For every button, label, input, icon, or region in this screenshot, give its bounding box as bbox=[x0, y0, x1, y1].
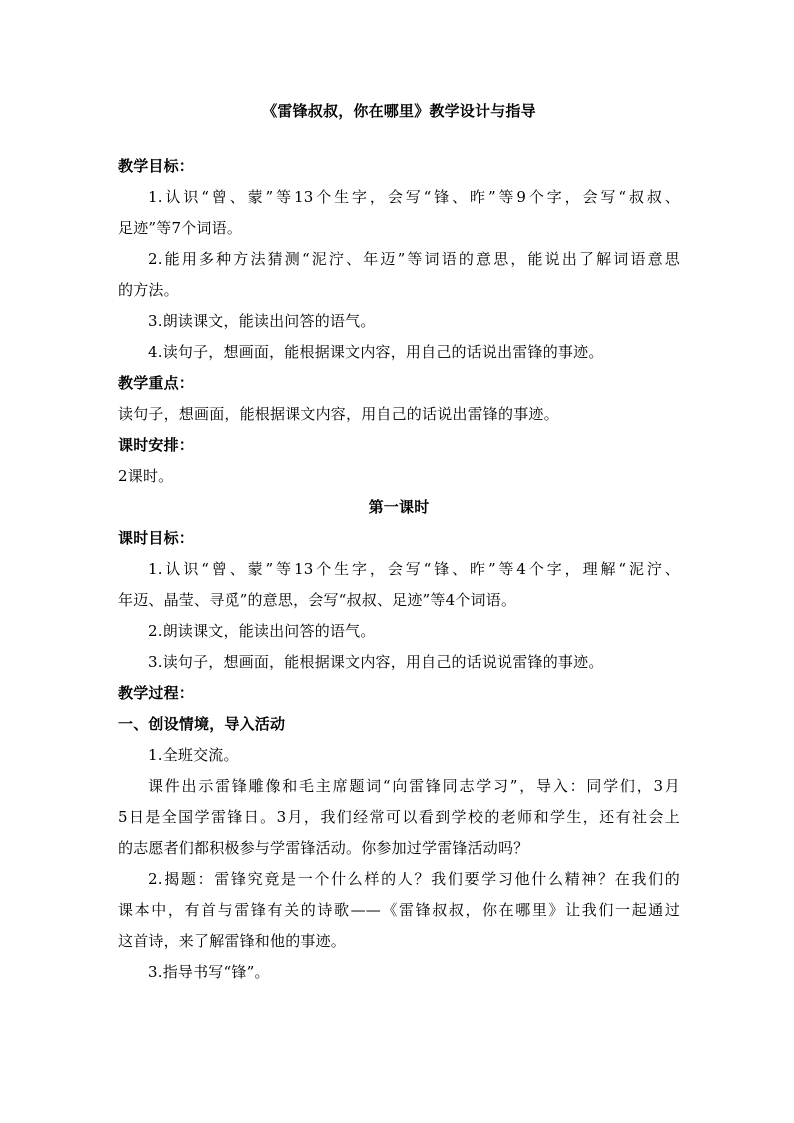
goals-heading: 教学目标： bbox=[118, 157, 195, 175]
goal-1-line-1: 1.认识“曾、蒙”等13个生字，会写“锋、昨”等9个字，会写“叔叔、 bbox=[148, 188, 680, 206]
lesson-1-heading: 第一课时 bbox=[368, 498, 430, 516]
goal-3: 3.朗读课文，能读出问答的语气。 bbox=[148, 312, 376, 330]
schedule-text: 2课时。 bbox=[118, 467, 174, 485]
paragraph-1-line-3: 的志愿者们都积极参与学雷锋活动。你参加过学雷锋活动吗？ bbox=[118, 839, 529, 857]
lesson-goal-1-line-1: 1.认识“曾、蒙”等13个生字，会写“锋、昨”等4个字，理解“泥泞、 bbox=[148, 560, 680, 578]
step-3: 3.指导书写“锋”。 bbox=[148, 963, 270, 981]
paragraph-1-line-2: 5日是全国学雷锋日。3月，我们经常可以看到学校的老师和学生，还有社会上 bbox=[118, 808, 680, 826]
step-1: 1.全班交流。 bbox=[148, 746, 239, 764]
goal-4: 4.读句子，想画面，能根据课文内容，用自己的话说出雷锋的事迹。 bbox=[148, 343, 604, 361]
goal-2-line-1: 2.能用多种方法猜测“泥泞、年迈”等词语的意思，能说出了解词语意思 bbox=[148, 250, 680, 268]
lesson-goal-3: 3.读句子，想画面，能根据课文内容，用自己的话说说雷锋的事迹。 bbox=[148, 653, 604, 671]
schedule-heading: 课时安排： bbox=[118, 436, 195, 454]
document-title: 《雷锋叔叔，你在哪里》教学设计与指导 bbox=[262, 102, 536, 120]
focus-text: 读句子，想画面，能根据课文内容，用自己的话说出雷锋的事迹。 bbox=[118, 405, 559, 423]
step-2-line-3: 这首诗，来了解雷锋和他的事迹。 bbox=[118, 932, 347, 950]
document-page bbox=[118, 96, 680, 988]
step-2-line-1: 2.揭题：雷锋究竟是一个什么样的人？我们要学习他什么精神？在我们的 bbox=[148, 870, 680, 888]
section-1-heading: 一、创设情境，导入活动 bbox=[118, 715, 286, 733]
goal-2-line-2: 的方法。 bbox=[118, 281, 179, 299]
lesson-goal-1-line-2: 年迈、晶莹、寻觅”的意思，会写“叔叔、足迹”等4个词语。 bbox=[118, 591, 517, 609]
process-heading: 教学过程： bbox=[118, 684, 195, 702]
focus-heading: 教学重点： bbox=[118, 374, 195, 392]
lesson-goals-heading: 课时目标： bbox=[118, 529, 195, 547]
step-2-line-2: 课本中，有首与雷锋有关的诗歌——《雷锋叔叔，你在哪里》让我们一起通过 bbox=[118, 901, 680, 919]
lesson-goal-2: 2.朗读课文，能读出问答的语气。 bbox=[148, 622, 376, 640]
goal-1-line-2: 足迹”等7个词语。 bbox=[118, 219, 243, 237]
paragraph-1-line-1: 课件出示雷锋雕像和毛主席题词“向雷锋同志学习”，导入：同学们，3月 bbox=[148, 777, 680, 795]
